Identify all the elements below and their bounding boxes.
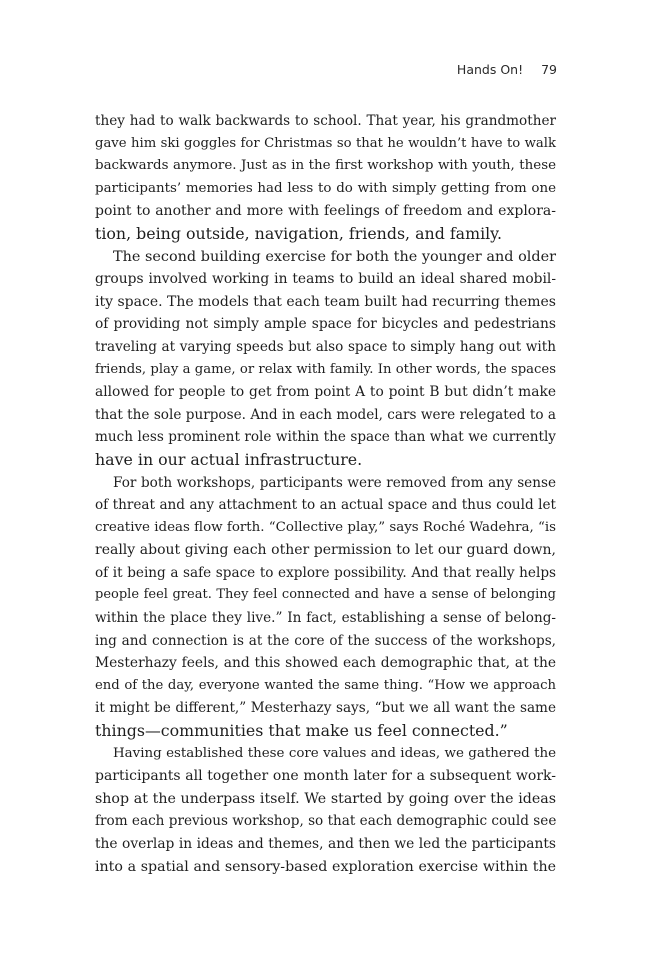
text-line: people feel great. They feel connected and have a sense of belonging: [95, 587, 556, 603]
text-line: from each previous workshop, so that each demographic could see: [95, 813, 557, 830]
text-line: into a spatial and sensory-based exploration exercise within the: [95, 858, 556, 875]
text-line: The second building exercise for both the younger and older: [113, 248, 556, 265]
text-line: shop at the underpass itself. We started by going over the ideas: [95, 790, 556, 807]
text-line: groups involved working in teams to build an ideal shared mobil-: [95, 271, 556, 288]
text-line: things—communities that make us feel connected.”: [95, 721, 508, 741]
text-line: participants all together one month later for a subsequent work-: [95, 768, 556, 785]
text-line: gave him ski goggles for Christmas so that he wouldn’t have to walk: [95, 135, 556, 151]
text-line: of providing not simply ample space for bicycles and pedestrians: [95, 316, 556, 333]
text-line: ing and connection is at the core of the success of the workshops,: [95, 632, 556, 649]
text-line: end of the day, everyone wanted the same thing. “How we approach: [95, 677, 556, 693]
text-line: really about giving each other permission to let our guard down,: [95, 542, 556, 559]
text-line: Mesterhazy feels, and this showed each demographic that, at the: [95, 655, 556, 672]
text-line: much less prominent role within the space than what we currently: [95, 429, 556, 446]
text-line: it might be different,” Mesterhazy says, “but we all want the same: [95, 700, 556, 717]
text-line: allowed for people to get from point A to point B but didn’t make: [95, 384, 556, 401]
text-line: have in our actual infrastructure.: [95, 449, 363, 469]
text-line: traveling at varying speeds but also space to simply hang out with: [95, 338, 556, 355]
text-line: the overlap in ideas and themes, and then we led the participants: [95, 836, 556, 852]
text-line: point to another and more with feelings of freedom and explora-: [95, 203, 556, 220]
text-line: within the place they live.” In fact, establishing a sense of belong-: [95, 610, 556, 627]
text-line: tion, being outside, navigation, friends, and family.: [95, 223, 503, 243]
text-line: of it being a safe space to explore possibility. And that really helps: [95, 564, 556, 581]
text-line: creative ideas flow forth. “Collective play,” says Roché Wadehra, “is: [95, 519, 556, 535]
text-line: Having established these core values and ideas, we gathered the: [113, 745, 556, 761]
text-line: ity space. The models that each team built had recurring themes: [95, 293, 556, 310]
text-line: backwards anymore. Just as in the first workshop with youth, these: [95, 158, 556, 174]
text-line: friends, play a game, or relax with family. In other words, the spaces: [95, 361, 556, 377]
text-line: participants’ memories had less to do with simply getting from one: [95, 180, 556, 196]
text-line: For both workshops, participants were removed from any sense: [113, 474, 556, 491]
text-line: of threat and any attachment to an actual space and thus could let: [95, 497, 556, 514]
body-text: [95, 110, 556, 878]
running-head-title: Hands On!: [456, 62, 524, 77]
text-line: that the sole purpose. And in each model, cars were relegated to a: [95, 406, 556, 423]
page-number: 79: [541, 62, 557, 77]
text-line: they had to walk backwards to school. That year, his grandmother: [95, 113, 556, 129]
running-head: [457, 62, 557, 77]
